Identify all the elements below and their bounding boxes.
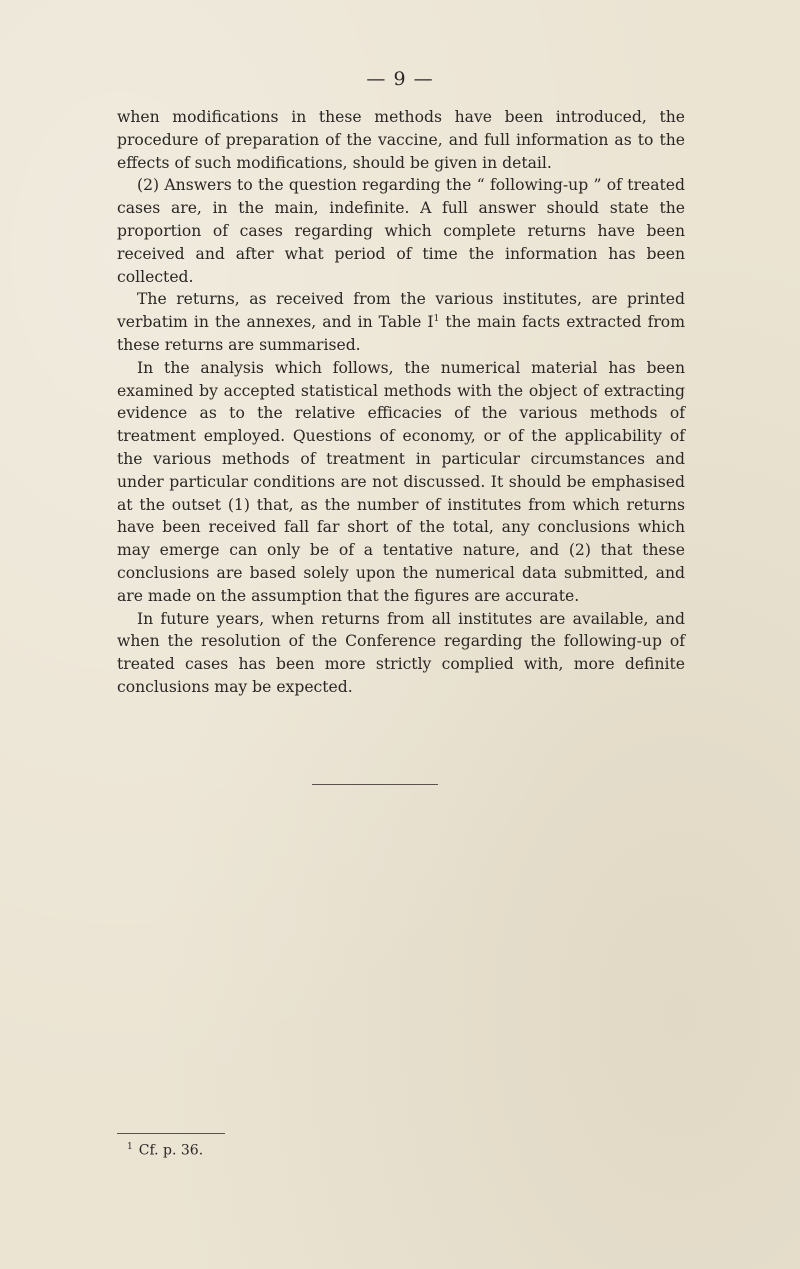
- paragraph-future-years: In future years, when returns from all institutes are available, and when the resolution of the Conference regarding the following-up of treated cases has been more strictly complied with, more definite conclusions may be expected.: [117, 609, 685, 696]
- paragraph-returns-before: The returns, as received from the various institutes, are printed verbatim in the annexes, and in Table I: [117, 290, 685, 332]
- page-number: — 9 —: [366, 68, 434, 90]
- body-text: [117, 106, 685, 699]
- paragraph-returns: [117, 288, 685, 356]
- footnote: [127, 1138, 203, 1160]
- footnote-reference: 1: [433, 313, 440, 324]
- paragraph-analysis: In the analysis which follows, the numerical material has been examined by accepted statistical methods with the object of extracting evidence as to the relative efficacies of the various methods of treatment employed. Questions of economy, or of the applicability of the various methods of treatment in particular circumstances and under particular conditions are not discussed. It should be emphasised at the outset (1) that, as the number of institutes from which returns have been received fall far short of the total, any conclusions which may emerge can only be of a tentative nature, and (2) that these conclusions are based solely upon the numerical data submitted, and are made on the assumption that the figures are accurate.: [117, 358, 685, 605]
- footnote-divider: [117, 1133, 225, 1134]
- section-divider: [312, 784, 438, 785]
- footnote-marker: 1: [127, 1142, 133, 1152]
- footnote-text: Cf. p. 36.: [138, 1142, 204, 1159]
- paragraph-following-up: (2) Answers to the question regarding the “ following-up ” of treated cases are, in the main, indefinite. A full answer should state the proportion of cases regarding which complete returns have been received and after what period of time the information has been collected.: [117, 176, 685, 286]
- paragraph-returns-after: the main facts extracted from these returns are summarised.: [117, 313, 685, 354]
- paragraph-continuation: when modifications in these methods have been introduced, the procedure of preparation of the vaccine, and full information as to the effects of such modifications, should be given in detail.: [117, 108, 685, 172]
